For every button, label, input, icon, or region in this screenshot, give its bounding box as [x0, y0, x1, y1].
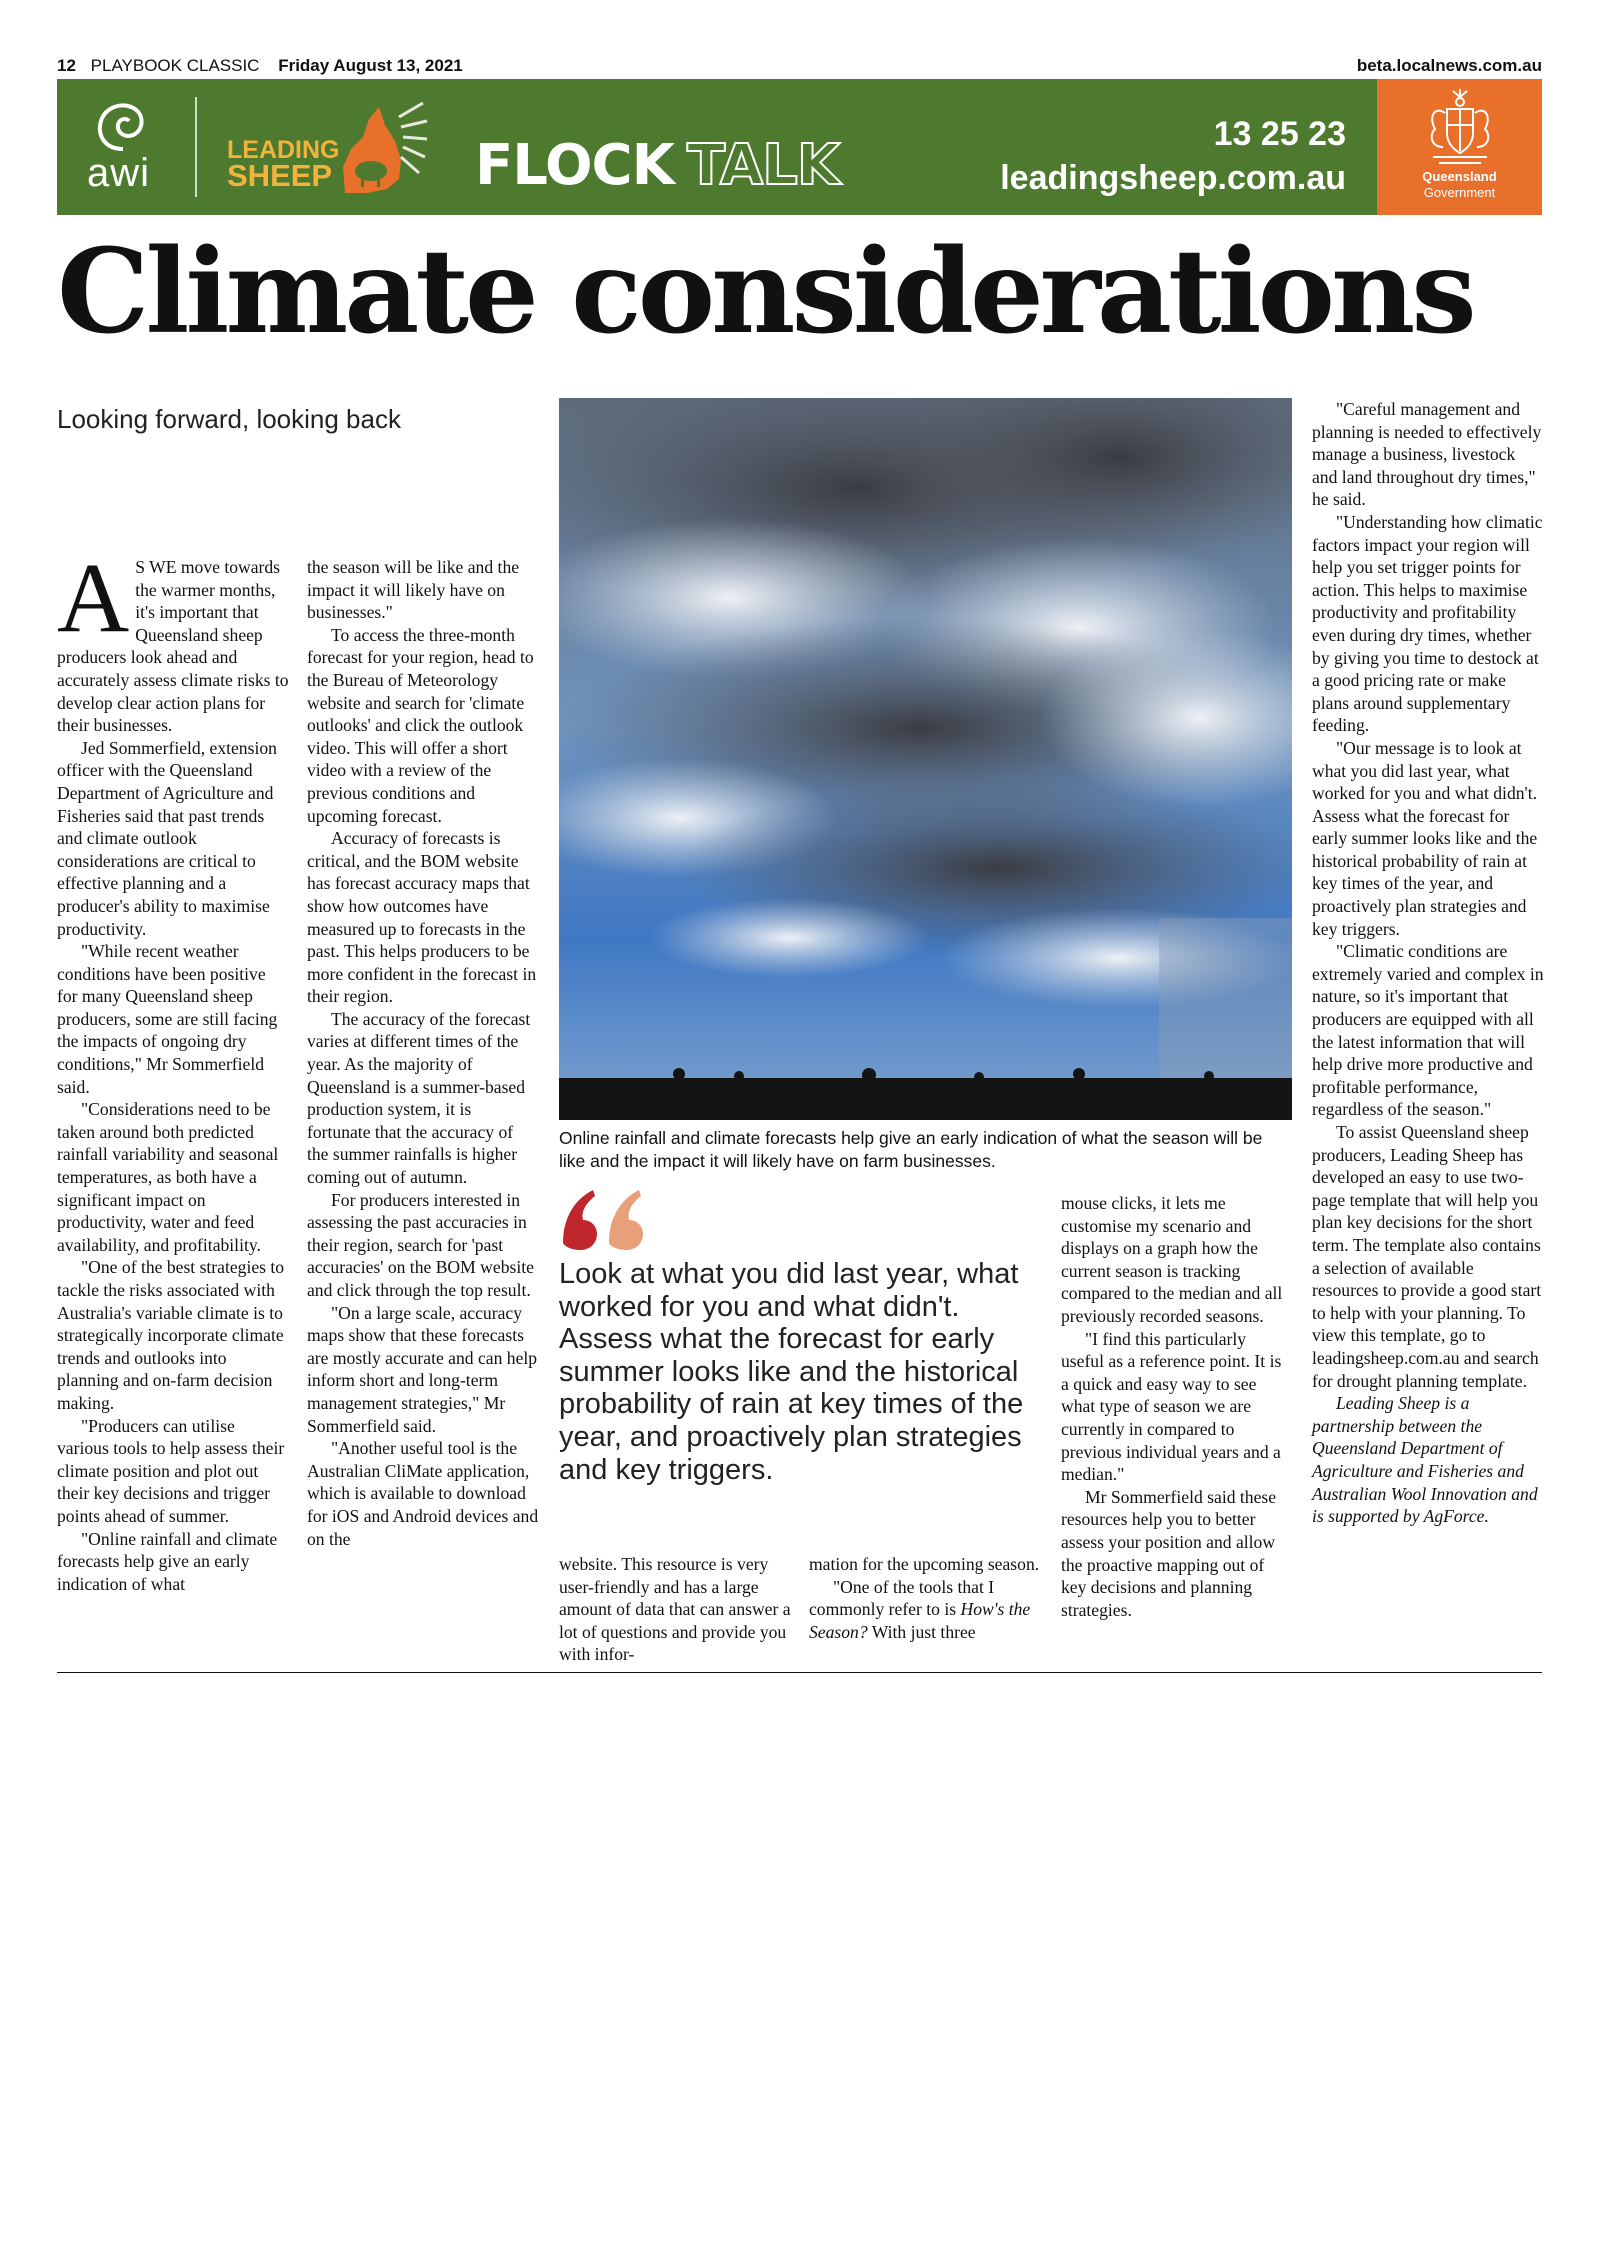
how-s-the-season-title: How's the Season?: [809, 1599, 1031, 1642]
article-paragraph: A S WE move towards the warmer months, it's important that Queensland sheep producers look ahead and accurately assess climate risks to develop clear action plans for their businesses.: [57, 542, 289, 736]
page-number: 12: [57, 56, 76, 75]
sky-clouds-image: [559, 398, 1292, 1120]
article-paragraph: To assist Queensland sheep producers, Leading Sheep has developed an easy to use two-page template that will help you plan key decisions for the short term. The template also contains a selection of available resources to provide a good start to help with your planning. To view this template, go to leadingsheep.com.au and search for drought planning template.: [1312, 1122, 1542, 1391]
article-paragraph: "Another useful tool is the Australian CliMate application, which is available to download for iOS and Android devices and on the: [307, 1438, 539, 1549]
article-column-1: [57, 542, 289, 1595]
article-column-4: [809, 1553, 1041, 1643]
article-paragraph: "I find this particularly useful as a reference point. It is a quick and easy way to see what type of season we are currently in compared to previous individual years and a median.": [1061, 1328, 1282, 1485]
article-paragraph: "Online rainfall and climate forecasts help give an early indication of what: [57, 1528, 278, 1594]
article-paragraph: Jed Sommerfield, extension officer with the Queensland Department of Agriculture and Fisheries said that past trends and climate outlook considerations are critical to effective planning and a producer's ability to maximise productivity.: [57, 737, 277, 939]
banner-divider: [195, 97, 197, 197]
page-header-line: [57, 56, 1542, 78]
article-paragraph: "Understanding how climatic factors impact your region will help you set trigger points for action. This helps to maximise productivity and profitability even during dry times, whether by giving you time to destock at a good pricing rate or make plans around supplementary feeding.: [1312, 511, 1543, 736]
article-paragraph: Accuracy of forecasts is critical, and the BOM website has forecast accuracy maps that show how outcomes have measured up to forecasts in the past. This helps producers to be more confident in the forecast in their region.: [307, 828, 537, 1007]
flock-talk-banner: [57, 79, 1542, 215]
publication-name: PLAYBOOK CLASSIC: [90, 56, 260, 75]
article-paragraph: "Producers can utilise various tools to help assess their climate position and plot out their key decisions and trigger points ahead of summer.: [57, 1415, 285, 1526]
photo-caption: Online rainfall and climate forecasts help give an early indication of what the season will be like and the impact it will likely have on farm businesses.: [559, 1128, 1263, 1171]
article-column-6: [1312, 398, 1544, 1528]
article-column-3: [559, 1553, 791, 1666]
article-paragraph: The accuracy of the forecast varies at different times of the year. As the majority of Queensland is a summer-based production system, it is fortunate that the accuracy of the summer rainfalls is higher coming out of autumn.: [307, 1008, 531, 1188]
issue-date: Friday August 13, 2021: [278, 56, 463, 75]
article-paragraph: "On a large scale, accuracy maps show that these forecasts are mostly accurate and can help inform short and long-term management strategies," Mr Sommerfield said.: [307, 1302, 538, 1436]
awi-swirl-icon: [93, 99, 153, 153]
leading-sheep-line1: LEADING: [227, 136, 340, 164]
awi-logo-text: awi: [87, 151, 151, 195]
flock-title: FLOCK: [475, 133, 675, 198]
drop-cap: A: [57, 542, 130, 653]
article-paragraph: mation for the upcoming season.: [809, 1554, 1040, 1574]
quote-mark-icon: [559, 1186, 649, 1252]
article-paragraph: Mr Sommerfield said these resources help you to better assess your position and allow the proactive mapping out of key decisions and planning strategies.: [1061, 1486, 1277, 1620]
article-paragraph: To access the three-month forecast for your region, head to the Bureau of Meteorology website and search for 'climate outlooks' and click the outlook video. This will offer a short video with a review of the previous conditions and upcoming forecast.: [307, 624, 534, 826]
leading-sheep-line2: SHEEP: [227, 158, 333, 193]
qld-line1: Queensland: [1422, 169, 1497, 184]
talk-title: TALK: [687, 133, 840, 198]
queensland-crest-icon: [1419, 89, 1501, 167]
article-paragraph: "One of the best strategies to tackle the risks associated with Australia's variable climate is to strategically incorporate climate trends and outlooks into planning and on-farm decision making.: [57, 1257, 285, 1413]
leading-sheep-logo: [227, 136, 340, 193]
bottom-rule: [57, 1672, 1542, 1673]
awi-logo: [87, 99, 167, 199]
article-paragraph: the season will be like and the impact it will likely have on businesses.": [307, 557, 520, 623]
phone-number[interactable]: 13 25 23: [1213, 115, 1346, 153]
article-paragraph: "One of the tools that I commonly refer to is How's the Season? With just three: [809, 1576, 1031, 1642]
article-column-5: [1061, 1192, 1293, 1621]
article-paragraph: "Considerations need to be taken around both predicted rainfall variability and seasonal temperatures, as both have a significant impact on productivity, water and feed availability, and profitability.: [57, 1099, 279, 1255]
website-link[interactable]: beta.localnews.com.au: [1356, 56, 1542, 75]
leading-sheep-website[interactable]: leadingsheep.com.au: [1000, 159, 1346, 197]
queensland-sheep-icon: [337, 97, 429, 197]
partnership-note: Leading Sheep is a partnership between the Queensland Department of Agriculture and Fisheries and Australian Wool Innovation and is supported by AgForce.: [1312, 1393, 1538, 1527]
article-paragraph: "While recent weather conditions have been positive for many Queensland sheep producers, some are still facing the impacts of ongoing dry conditions," Mr Sommerfield said.: [57, 941, 278, 1097]
article-column-2: [307, 556, 539, 1550]
article-paragraph: "Careful management and planning is needed to effectively manage a business, livestock and land throughout dry times," he said.: [1312, 399, 1542, 510]
queensland-government-logo: [1377, 79, 1542, 215]
article-paragraph: website. This resource is very user-friendly and has a large amount of data that can answer a lot of questions and provide you with infor-: [559, 1554, 791, 1665]
article-standfirst: Looking forward, looking back: [57, 404, 401, 434]
article-paragraph: mouse clicks, it lets me customise my scenario and displays on a graph how the current season is tracking compared to the median and all previously recorded seasons.: [1061, 1193, 1283, 1326]
article-headline: Climate considerations: [57, 224, 1473, 360]
article-paragraph: "Our message is to look at what you did last year, what worked for you and what didn't. Assess what the forecast for early summer looks like and the historical probability of rain at key times of the year, and proactively plan strategies and key triggers.: [1312, 737, 1538, 939]
article-paragraph: "Climatic conditions are extremely varied and complex in nature, so it's important that producers are equipped with all the latest information that will help drive more productive and profitable performance, regardless of the season.": [1312, 941, 1544, 1120]
storm-clouds-photo: [559, 398, 1292, 1120]
qld-line2: Government: [1423, 185, 1496, 200]
article-paragraph: For producers interested in assessing the past accuracies in their region, search for 'past accuracies' on the BOM website and click through the top result.: [307, 1189, 534, 1300]
pull-quote: Look at what you did last year, what worked for you and what didn't. Assess what the forecast for early summer looks like and the historical probability of rain at key times of the year, and proactively plan strategies and key triggers.: [559, 1258, 1024, 1486]
